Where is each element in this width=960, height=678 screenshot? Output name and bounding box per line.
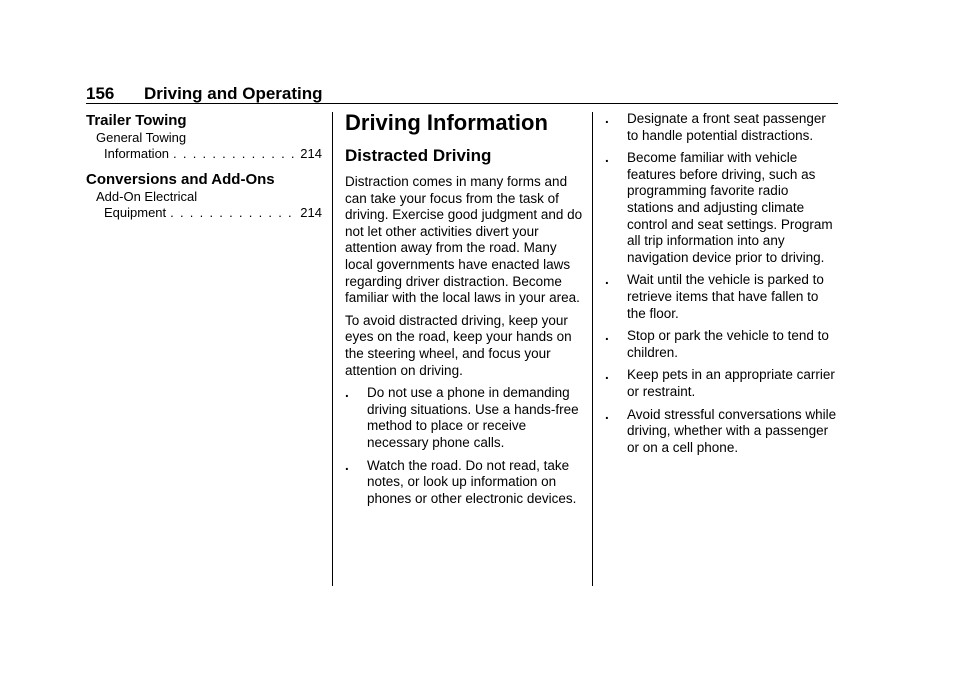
bullet-item [605, 328, 837, 361]
bullet-item [345, 458, 585, 508]
toc-entry-line[interactable]: General Towing [96, 130, 187, 145]
bullet-item [345, 385, 585, 451]
bullet-text: Keep pets in an appropriate carrier or restraint. [627, 367, 835, 399]
bullet-item [605, 367, 837, 400]
body-paragraph: Distraction comes in many forms and can take your focus from the task of driving. Exercise good judgment and do not let other activities divert your attention away from the road. Many local governments have enacted laws regarding driver distraction. Become familiar with the local laws in your area. [345, 174, 583, 306]
body-paragraph: To avoid distracted driving, keep your eyes on the road, keep your hands on the steering wheel, and focus your attention on driving. [345, 312, 572, 378]
bullet-mark: . [605, 367, 609, 383]
bullet-item [605, 150, 837, 266]
bullet-mark: . [605, 111, 609, 126]
bullet-text: Do not use a phone in demanding driving situations. Use a hands-free method to place or receive necessary phone calls. [367, 385, 579, 450]
toc-heading: Conversions and Add-Ons [86, 171, 275, 188]
section-title: Driving Information [345, 110, 548, 135]
page-number: 156 [86, 84, 115, 103]
bullet-text: Become familiar with vehicle features before driving, such as programming favorite radio stations and adjusting climate control and seat settings. Program all trip information into any navigation device prior to driving. [627, 150, 833, 265]
toc-page-number: 214 [300, 146, 322, 161]
bullet-mark: . [345, 385, 349, 401]
toc-leader-dots [173, 146, 296, 162]
subsection-title: Distracted Driving [345, 146, 492, 165]
bullet-mark: . [605, 272, 609, 288]
toc-section-trailer-towing [86, 111, 322, 162]
bullet-text: Avoid stressful conversations while driving, whether with a passenger or on a cell phone. [627, 406, 837, 455]
toc-page-number: 214 [300, 205, 322, 220]
toc-entry-text: Information [104, 146, 170, 161]
content-column-right [605, 111, 837, 462]
bullet-item [605, 111, 837, 144]
toc-leader-dots [170, 205, 296, 221]
bullet-item [605, 407, 837, 457]
bullet-mark: . [605, 328, 609, 344]
bullet-text: Designate a front seat passenger to handle potential distractions. [627, 111, 826, 143]
content-column-middle [345, 108, 585, 513]
toc-entry-line[interactable]: Add-On Electrical [96, 189, 198, 204]
section-toc [86, 111, 322, 229]
page-header [86, 84, 838, 104]
column-divider-left [332, 112, 333, 586]
toc-entry-text: Equipment [104, 205, 167, 220]
toc-section-conversions [86, 170, 322, 221]
bullet-text: Wait until the vehicle is parked to retrieve items that have fallen to the floor. [627, 272, 824, 321]
header-rule [86, 103, 838, 104]
toc-heading: Trailer Towing [86, 112, 187, 129]
toc-entry-line[interactable] [86, 146, 322, 162]
bullet-mark: . [605, 406, 609, 422]
bullet-mark: . [605, 150, 609, 166]
bullet-mark: . [345, 457, 349, 473]
toc-entry-line[interactable] [86, 205, 322, 221]
column-divider-right [592, 112, 593, 586]
bullet-item [605, 272, 837, 322]
bullet-text: Stop or park the vehicle to tend to children. [627, 328, 829, 360]
header-title: Driving and Operating [144, 84, 323, 103]
bullet-text: Watch the road. Do not read, take notes, or look up information on phones or other electronic devices. [367, 457, 577, 506]
